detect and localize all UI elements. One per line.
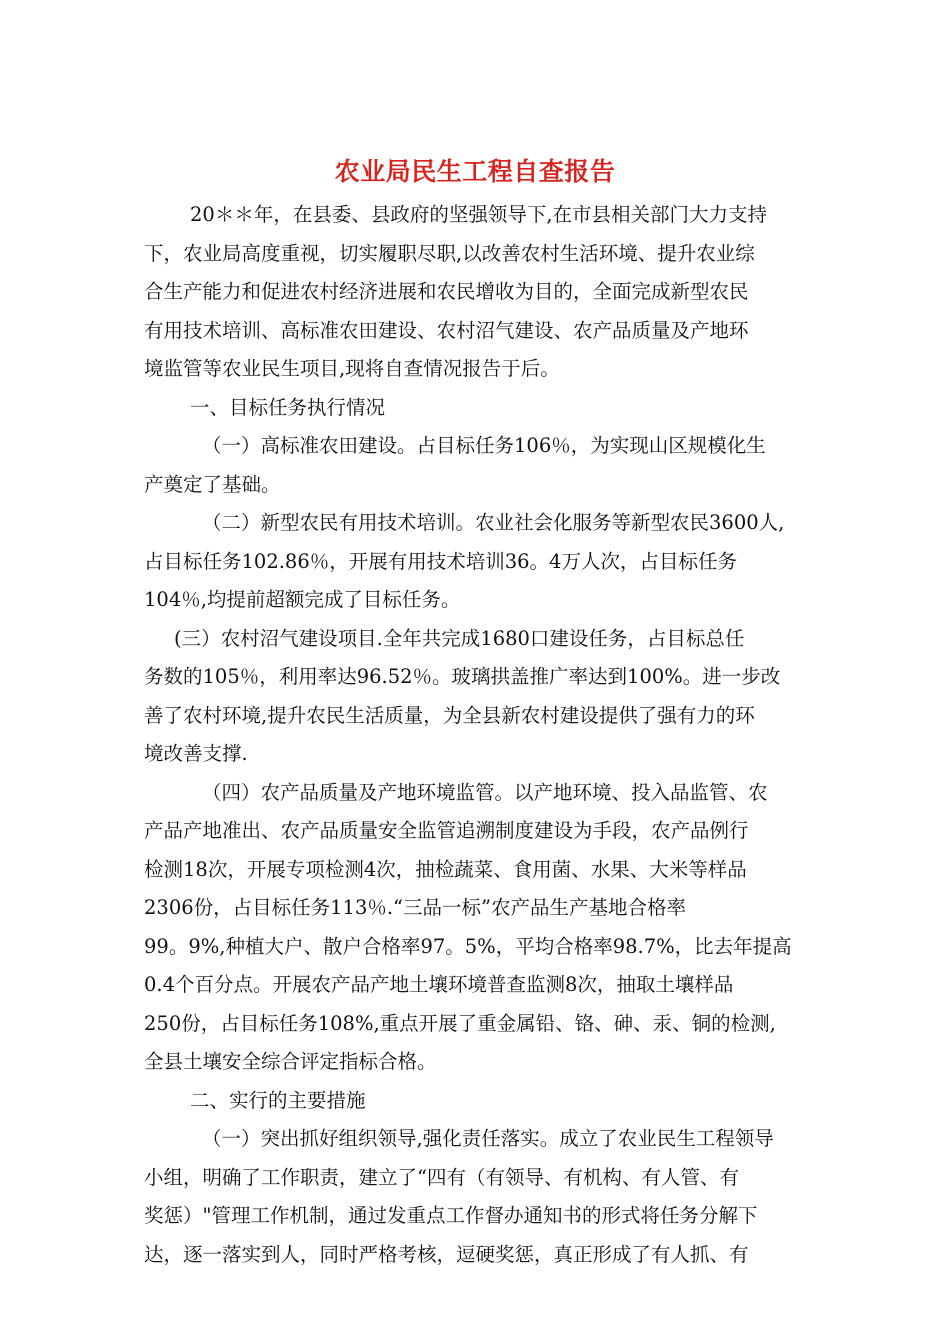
paragraph-line: 务数的105％，利用率达96.52％。玻璃拱盖推广率达到100%。进一步改 xyxy=(144,665,781,688)
paragraph-line: 全县土壤安全综合评定指标合格。 xyxy=(144,1050,437,1073)
paragraph-line: 产奠定了基础。 xyxy=(144,472,281,496)
paragraph-line: 99。9%,种植大户、散户合格率97。5%，平均合格率98.7%，比去年提高 xyxy=(144,934,792,958)
paragraph-line: 产品产地准出、农产品质量安全监管追溯制度建设为手段，农产品例行 xyxy=(144,819,749,842)
paragraph-line: (三）农村沼气建设项目.全年共完成1680口建设任务，占目标总任 xyxy=(174,626,745,650)
paragraph-line: 合生产能力和促进农村经济进展和农民增收为目的，全面完成新型农民 xyxy=(144,280,749,303)
paragraph-line: 250份，占目标任务108%,重点开展了重金属铅、铬、砷、汞、铜的检测, xyxy=(144,1011,776,1035)
section-heading: 一、目标任务执行情况 xyxy=(190,395,386,419)
paragraph-line: 2306份，占目标任务113％.“三品一标”农产品生产基地合格率 xyxy=(144,896,686,919)
paragraph-line: （二）新型农民有用技术培训。农业社会化服务等新型农民3600人, xyxy=(202,511,785,534)
paragraph-line: 104％,均提前超额完成了目标任务。 xyxy=(144,588,461,611)
paragraph-line: 检测18次，开展专项检测4次，抽检蔬菜、食用菌、水果、大米等样品 xyxy=(144,857,747,881)
paragraph-line: 善了农村环境,提升农民生活质量，为全县新农村建设提供了强有力的环 xyxy=(144,703,755,727)
paragraph-line: 20＊＊年，在县委、县政府的坚强领导下,在市县相关部门大力支持 xyxy=(190,203,768,226)
paragraph-line: 0.4个百分点。开展农产品产地土壤环境普查监测8次，抽取土壤样品 xyxy=(144,973,734,996)
paragraph-line: 下，农业局高度重视，切实履职尽职,以改善农村生活环境、提升农业综 xyxy=(144,241,755,265)
paragraph-line: 境改善支撑. xyxy=(144,742,248,765)
paragraph-line: （四）农产品质量及产地环境监管。以产地环境、投入品监管、农 xyxy=(202,780,768,804)
paragraph-line: （一）突出抓好组织领导,强化责任落实。成立了农业民生工程领导 xyxy=(202,1127,774,1150)
paragraph-line: （一）高标准农田建设。占目标任务106％，为实现山区规模化生 xyxy=(202,434,766,457)
paragraph-line: 小组，明确了工作职责，建立了“四有（有领导、有机构、有人管、有 xyxy=(144,1165,739,1189)
paragraph-line: 境监管等农业民生项目,现将自查情况报告于后。 xyxy=(144,357,560,380)
paragraph-line: 有用技术培训、高标准农田建设、农村沼气建设、农产品质量及产地环 xyxy=(144,318,749,342)
paragraph-line: 占目标任务102.86％，开展有用技术培训36。4万人次，占目标任务 xyxy=(144,549,737,573)
document-body xyxy=(144,196,824,1274)
section-heading: 二、实行的主要措施 xyxy=(190,1088,366,1112)
paragraph-line: 奖惩）"管理工作机制，通过发重点工作督办通知书的形式将任务分解下 xyxy=(144,1204,758,1227)
paragraph-line: 达，逐一落实到人，同时严格考核，逗硬奖惩，真正形成了有人抓、有 xyxy=(144,1242,749,1266)
document-title: 农业局民生工程自查报告 xyxy=(334,157,616,186)
